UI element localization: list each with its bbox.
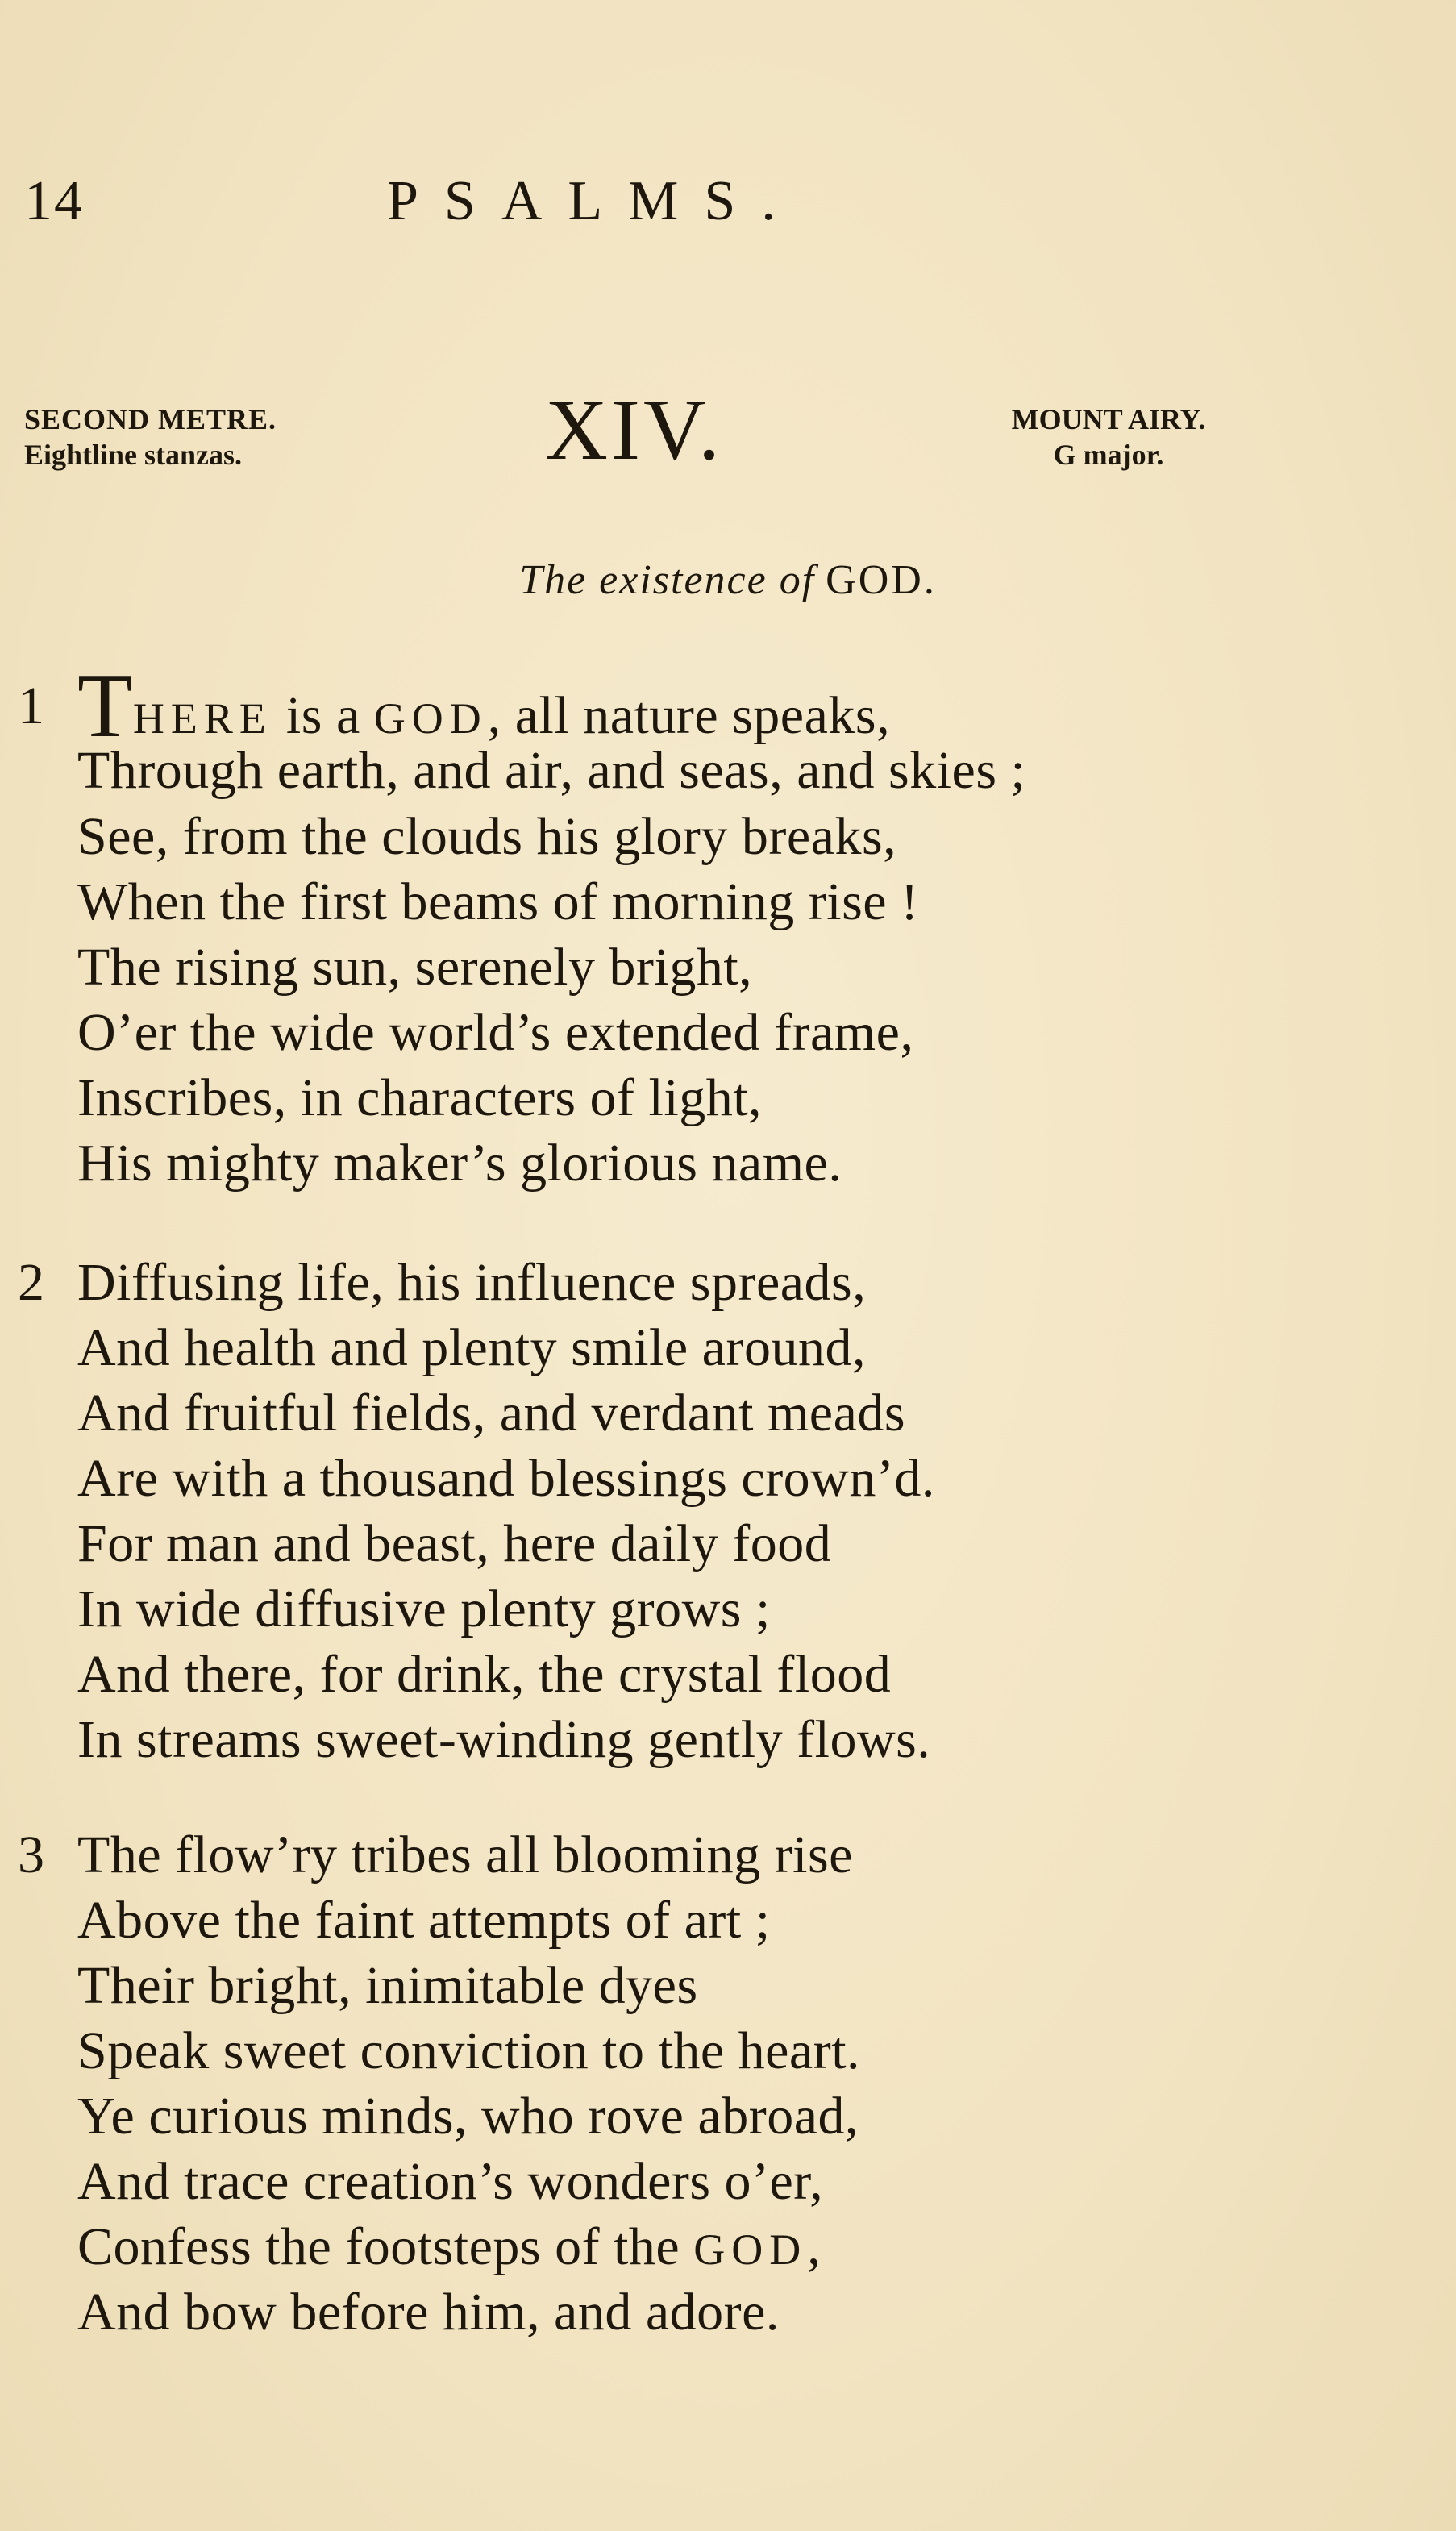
tune-info — [980, 402, 1238, 472]
verse-line: And health and plenty smile around, — [77, 1318, 866, 1377]
verse-text: Confess the footsteps of the — [77, 2217, 694, 2276]
verse-line: And there, for drink, the crystal flood — [77, 1645, 892, 1704]
verse-line: The flow’ry tribes all blooming rise — [77, 1825, 853, 1884]
drop-capital: T — [77, 656, 133, 756]
verse-line: And bow before him, and adore. — [77, 2283, 780, 2342]
verse-line — [77, 2217, 821, 2278]
metre-label: SECOND METRE. — [24, 403, 277, 435]
psalm-number: XIV. — [545, 382, 724, 478]
verse-line: See, from the clouds his glory breaks, — [77, 807, 897, 866]
small-caps-word: HERE — [132, 694, 272, 743]
stanza-number: 1 — [18, 676, 44, 735]
verse-line: In streams sweet-winding gently flows. — [77, 1710, 931, 1769]
verse-line: Above the faint attempts of art ; — [77, 1891, 771, 1950]
verse-line: Speak sweet conviction to the heart. — [77, 2021, 861, 2080]
verse-line: Their bright, inimitable dyes — [77, 1956, 698, 2015]
verse-line: His mighty maker’s glorious name. — [77, 1134, 842, 1193]
verse-line: Are with a thousand blessings crown’d. — [77, 1449, 935, 1508]
stanza-type-label: Eightline stanzas. — [24, 439, 243, 471]
verse-line: O’er the wide world’s extended frame, — [77, 1003, 914, 1062]
psalm-subtitle — [0, 556, 1456, 604]
small-caps-god: GOD — [373, 694, 488, 743]
running-title: PSALMS. — [387, 170, 801, 232]
subtitle-name: GOD. — [826, 557, 937, 603]
verse-text: , — [807, 2217, 822, 2276]
verse-line: When the first beams of morning rise ! — [77, 872, 919, 931]
verse-line: Diffusing life, his influence spreads, — [77, 1253, 867, 1312]
metre-info — [24, 402, 277, 472]
stanza-number: 2 — [18, 1253, 44, 1312]
subtitle-italic: The existence of — [519, 557, 816, 603]
verse-line: And trace creation’s wonders o’er, — [77, 2152, 824, 2211]
verse-line — [77, 656, 891, 756]
small-caps-god: GOD — [693, 2225, 808, 2274]
verse-line: Ye curious minds, who rove abroad, — [77, 2087, 859, 2146]
page-number: 14 — [24, 170, 84, 232]
verse-line: And fruitful fields, and verdant meads — [77, 1384, 906, 1442]
verse-line: The rising sun, serenely bright, — [77, 938, 753, 997]
stanza-number: 3 — [18, 1825, 44, 1884]
verse-line: In wide diffusive plenty grows ; — [77, 1580, 771, 1638]
verse-line: Through earth, and air, and seas, and skies ; — [77, 741, 1026, 800]
verse-line: For man and beast, here daily food — [77, 1514, 832, 1573]
verse-text: is a — [272, 686, 374, 745]
verse-line: Inscribes, in characters of light, — [77, 1068, 763, 1127]
tune-key: G major. — [1053, 439, 1164, 471]
verse-text: , all nature speaks, — [487, 686, 891, 745]
tune-name: MOUNT AIRY. — [1011, 403, 1206, 435]
